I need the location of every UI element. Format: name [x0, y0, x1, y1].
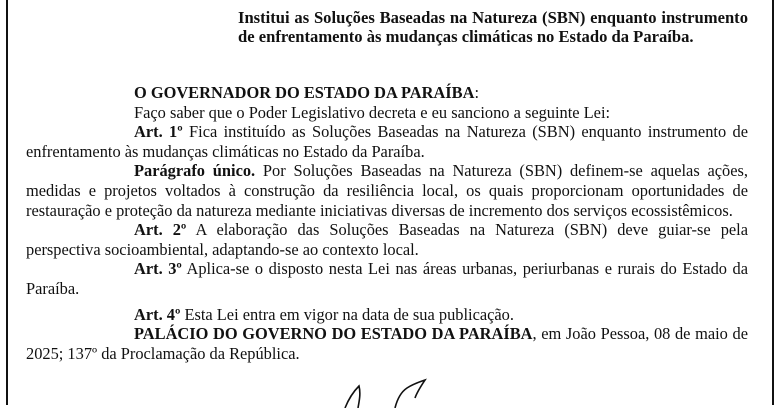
article-label: Art. 1º [134, 122, 183, 142]
article-text: Por Soluções Baseadas na Natureza (SBN) definem-se aquelas ações, medidas e projetos voltados à construção da resiliência local, os quais proporcionam oportunidades de restauração e proteção da natureza mediante iniciativas diversas de incremento dos serviços ecossistêmicos. [26, 161, 748, 220]
article-text: Fica instituído as Soluções Baseadas na Natureza (SBN) enquanto instrumento de enfrentamento às mudanças climáticas no Estado da Paraíba. [26, 122, 748, 161]
article-label: Art. 3º [134, 259, 182, 279]
governor-title: O GOVERNADOR DO ESTADO DA PARAÍBA [134, 83, 475, 102]
article-text: A elaboração das Soluções Baseadas na Natureza (SBN) deve guiar-se pela perspectiva socioambiental, adaptando-se ao contexto local. [26, 220, 748, 259]
article-label: Art. 2º [134, 220, 187, 240]
left-border-line [6, 0, 8, 405]
governor-colon: : [474, 83, 479, 102]
palace-name: PALÁCIO DO GOVERNO DO ESTADO DA PARAÍBA [134, 324, 533, 344]
sole-paragraph [26, 161, 748, 220]
closing-date: , em João Pessoa, 08 de maio de 2025; 137º da Proclamação da República. [26, 324, 748, 363]
article-2 [26, 220, 748, 259]
law-summary: Institui as Soluções Baseadas na Natureza (SBN) enquanto instrumento de enfrentamento às mudanças climáticas no Estado da Paraíba. [238, 8, 748, 46]
article-text: Aplica-se o disposto nesta Lei nas áreas urbanas, periurbanas e rurais do Estado da Paraíba. [26, 259, 748, 298]
governor-heading [26, 83, 748, 103]
closing-formula [26, 324, 748, 363]
article-text: Esta Lei entra em vigor na data de sua publicação. [180, 304, 514, 324]
article-1 [26, 122, 748, 161]
signature-image [325, 368, 455, 408]
right-border-line [772, 0, 774, 405]
article-label: Parágrafo único. [134, 161, 256, 181]
article-4 [26, 305, 748, 325]
law-body [26, 83, 748, 363]
article-label: Art. 4º [134, 304, 181, 324]
article-3 [26, 259, 748, 298]
promulgation-intro: Faço saber que o Poder Legislativo decreta e eu sanciono a seguinte Lei: [134, 102, 611, 122]
